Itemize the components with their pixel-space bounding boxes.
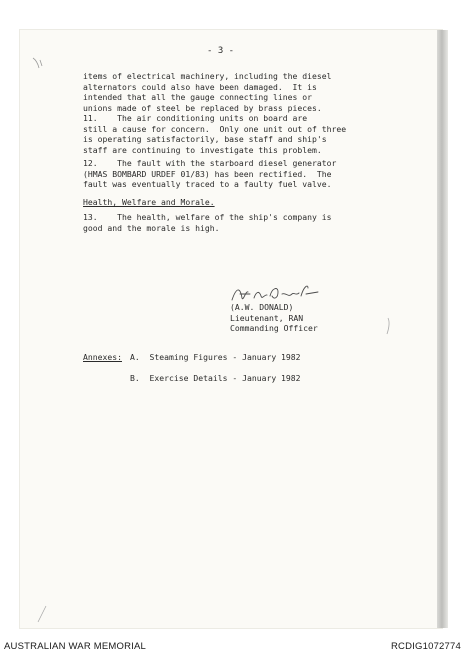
archive-footer-label: AUSTRALIAN WAR MEMORIAL — [4, 641, 147, 652]
section-heading: Health, Welfare and Morale. — [83, 197, 215, 207]
bottom-pencil-mark — [34, 604, 50, 624]
archive-reference-id: RCDIG1072774 — [391, 641, 461, 652]
paragraph-11: 11. The air conditioning units on board are still a cause for concern. Only one unit out of three is operating satisfactorily, base staff and ship's staff are continuing to investigate this problem. — [83, 113, 347, 155]
page-number: - 3 - — [207, 46, 235, 56]
signature-block: (A.W. DONALD) Lieutenant, RAN Commanding Officer — [230, 302, 318, 334]
page-edge-shadow — [437, 30, 448, 628]
corner-pencil-mark — [30, 54, 50, 72]
annexes-label: Annexes: — [83, 352, 122, 362]
annexes-list: A. Steaming Figures - January 1982 B. Exercise Details - January 1982 — [130, 352, 301, 384]
side-pencil-mark — [382, 316, 394, 336]
paragraph-12: 12. The fault with the starboard diesel generator (HMAS BOMBARD URDEF 01/83) has been rectified. The fault was eventually traced to a faulty fuel valve. — [83, 158, 337, 190]
paragraph-continued: items of electrical machinery, including the diesel alternators could also have been damaged. It is intended that all the gauge connecting lines or unions made of steel be replaced by brass pieces. — [83, 71, 332, 113]
paragraph-13: 13. The health, welfare of the ship's company is good and the morale is high. — [83, 212, 332, 233]
